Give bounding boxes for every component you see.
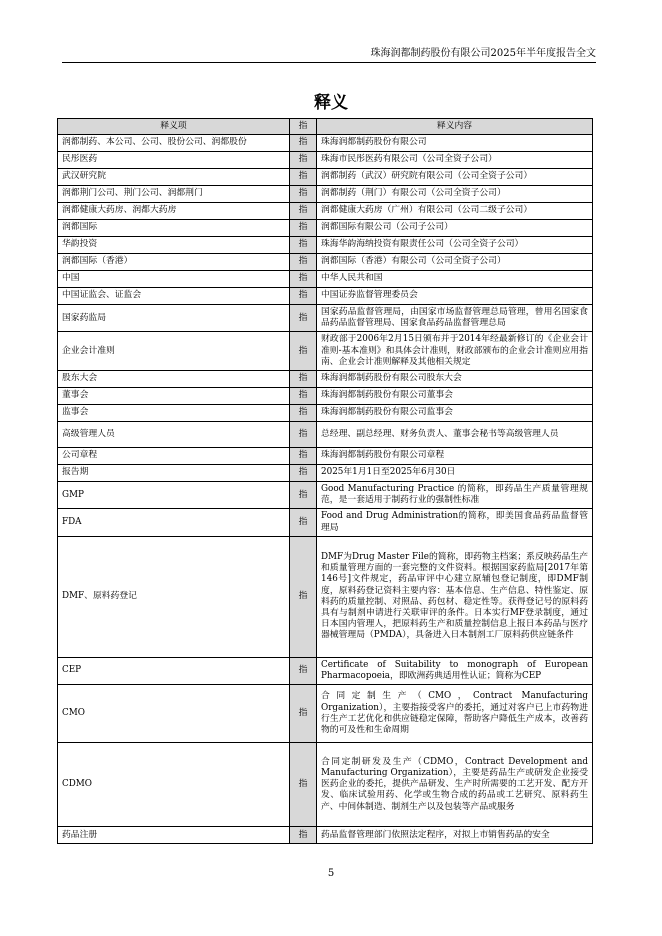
definition-cell: 珠海市民彤医药有限公司（公司全资子公司） bbox=[317, 152, 593, 169]
table-row bbox=[58, 254, 593, 271]
term-cell: 药品注册 bbox=[58, 827, 290, 844]
term-cell: 武汉研究院 bbox=[58, 169, 290, 186]
table-row bbox=[58, 536, 593, 657]
header-divider bbox=[62, 62, 596, 63]
term-cell: 润都国际（香港） bbox=[58, 254, 290, 271]
term-cell: 润都制药、本公司、公司、股份公司、润都股份 bbox=[58, 135, 290, 152]
definition-cell: 财政部于2006年2月15日颁布并于2014年经最新修订的《企业会计准则-基本准则》和具体会计准则，财政部颁布的企业会计准则应用指南、企业会计准则解释及其他相关规定 bbox=[317, 332, 593, 371]
term-cell: 中国 bbox=[58, 271, 290, 288]
term-cell: 民彤医药 bbox=[58, 152, 290, 169]
definition-cell: 总经理、副总经理、财务负责人、董事会秘书等高级管理人员 bbox=[317, 422, 593, 448]
ref-cell: 指 bbox=[290, 422, 317, 448]
definition-cell: 润都制药（武汉）研究院有限公司（公司全资子公司） bbox=[317, 169, 593, 186]
table-row bbox=[58, 220, 593, 237]
ref-cell: 指 bbox=[290, 254, 317, 271]
table-row bbox=[58, 371, 593, 388]
term-cell: GMP bbox=[58, 482, 290, 509]
ref-cell: 指 bbox=[290, 203, 317, 220]
running-header: 珠海润都制药股份有限公司2025年半年度报告全文 bbox=[370, 48, 596, 59]
table-row bbox=[58, 203, 593, 220]
definition-cell: 国家药品监督管理局，由国家市场监督管理总局管理，曾用名国家食品药品监督管理局、国家食品药品监督管理总局 bbox=[317, 305, 593, 332]
term-cell: 监事会 bbox=[58, 405, 290, 422]
definition-cell: 珠海华韵海纳投资有限责任公司（公司全资子公司） bbox=[317, 237, 593, 254]
term-cell: FDA bbox=[58, 509, 290, 536]
ref-cell: 指 bbox=[290, 371, 317, 388]
table-row bbox=[58, 152, 593, 169]
definition-cell: DMF为Drug Master File的简称，即药物主档案；系反映药品生产和质量管理方面的一套完整的文件资料。根据国家药监局[2017年第146号]文件规定，药品审评中心建立原辅包登记制度，即DMF制度，原料药登记资料主要内容：基本信息、生产信息、特性鉴定、原料药的质量控制、对照品、药包材、稳定性等。获得登记号的原料药具有与制剂申请进行关联审评的条件。日本实行MF登录制度，通过日本国内管理人，把原料药生产和质量控制信息上报日本药品与医疗器械管理局（PMDA），具备进入日本制剂工厂原料药供应链条件 bbox=[317, 536, 593, 657]
definition-cell: 润都国际有限公司（公司子公司） bbox=[317, 220, 593, 237]
ref-cell: 指 bbox=[290, 135, 317, 152]
ref-cell: 指 bbox=[290, 388, 317, 405]
table-row bbox=[58, 657, 593, 684]
term-cell: CMO bbox=[58, 685, 290, 743]
definition-cell: 润都制药（荆门）有限公司（公司全资子公司） bbox=[317, 186, 593, 203]
table-row bbox=[58, 448, 593, 465]
column-header-term: 释义项 bbox=[58, 119, 290, 135]
term-cell: CDMO bbox=[58, 743, 290, 827]
term-cell: 国家药监局 bbox=[58, 305, 290, 332]
term-cell: 企业会计准则 bbox=[58, 332, 290, 371]
page-number: 5 bbox=[327, 868, 335, 879]
table-row bbox=[58, 305, 593, 332]
table-row bbox=[58, 388, 593, 405]
term-cell: CEP bbox=[58, 657, 290, 684]
definition-cell: 中国证券监督管理委员会 bbox=[317, 288, 593, 305]
definition-cell: 润都健康大药房（广州）有限公司（公司二级子公司） bbox=[317, 203, 593, 220]
definition-cell: Good Manufacturing Practice 的简称，即药品生产质量管理规范，是一套适用于制药行业的强制性标准 bbox=[317, 482, 593, 509]
table-row bbox=[58, 827, 593, 844]
ref-cell: 指 bbox=[290, 220, 317, 237]
definition-cell: 合同定制生产（CMO，Contract Manufacturing Organization），主要指接受客户的委托，通过对客户已上市药物进行生产工艺优化和供应链稳定保障，帮助客户降低生产成本，改善药物的可及性和生命周期 bbox=[317, 685, 593, 743]
table-row bbox=[58, 186, 593, 203]
table-row bbox=[58, 288, 593, 305]
definition-cell: 珠海润都制药股份有限公司股东大会 bbox=[317, 371, 593, 388]
term-cell: 股东大会 bbox=[58, 371, 290, 388]
ref-cell: 指 bbox=[290, 827, 317, 844]
definition-cell: 珠海润都制药股份有限公司董事会 bbox=[317, 388, 593, 405]
ref-cell: 指 bbox=[290, 288, 317, 305]
definition-cell: 2025年1月1日至2025年6月30日 bbox=[317, 465, 593, 482]
term-cell: 润都荆门公司、荆门公司、润都荆门 bbox=[58, 186, 290, 203]
definition-cell: 中华人民共和国 bbox=[317, 271, 593, 288]
ref-cell: 指 bbox=[290, 465, 317, 482]
column-header-ref: 指 bbox=[290, 119, 317, 135]
definition-cell: 合同定制研发及生产（CDMO，Contract Development and Manufacturing Organization），主要是药品生产或研发企业接受医药企业的委托，提供产品研发、生产时所需要的工艺开发、配方开发、临床试验用药、化学或生物合成的药品或工艺研究、原料药生产、中间体制造、制剂生产以及包装等产品或服务 bbox=[317, 743, 593, 827]
ref-cell: 指 bbox=[290, 685, 317, 743]
term-cell: 华韵投资 bbox=[58, 237, 290, 254]
ref-cell: 指 bbox=[290, 536, 317, 657]
table-row bbox=[58, 482, 593, 509]
table-row bbox=[58, 237, 593, 254]
ref-cell: 指 bbox=[290, 448, 317, 465]
ref-cell: 指 bbox=[290, 657, 317, 684]
ref-cell: 指 bbox=[290, 405, 317, 422]
definition-cell: 珠海润都制药股份有限公司监事会 bbox=[317, 405, 593, 422]
table-row bbox=[58, 135, 593, 152]
table-row bbox=[58, 271, 593, 288]
ref-cell: 指 bbox=[290, 169, 317, 186]
ref-cell: 指 bbox=[290, 186, 317, 203]
table-row bbox=[58, 405, 593, 422]
term-cell: 公司章程 bbox=[58, 448, 290, 465]
term-cell: 董事会 bbox=[58, 388, 290, 405]
definition-cell: 珠海润都制药股份有限公司 bbox=[317, 135, 593, 152]
term-cell: DMF、原料药登记 bbox=[58, 536, 290, 657]
table-row bbox=[58, 465, 593, 482]
ref-cell: 指 bbox=[290, 152, 317, 169]
table-row bbox=[58, 169, 593, 186]
ref-cell: 指 bbox=[290, 237, 317, 254]
term-cell: 报告期 bbox=[58, 465, 290, 482]
table-row bbox=[58, 332, 593, 371]
definition-cell: 药品监督管理部门依照法定程序，对拟上市销售药品的安全 bbox=[317, 827, 593, 844]
ref-cell: 指 bbox=[290, 743, 317, 827]
ref-cell: 指 bbox=[290, 271, 317, 288]
table-header-row bbox=[58, 119, 593, 135]
column-header-definition: 释义内容 bbox=[317, 119, 593, 135]
term-cell: 高级管理人员 bbox=[58, 422, 290, 448]
ref-cell: 指 bbox=[290, 332, 317, 371]
table-row bbox=[58, 422, 593, 448]
ref-cell: 指 bbox=[290, 509, 317, 536]
table-row bbox=[58, 743, 593, 827]
definition-cell: Certificate of Suitability to monograph of European Pharmacopoeia，即欧洲药典适用性认证；简称为CEP bbox=[317, 657, 593, 684]
term-cell: 中国证监会、证监会 bbox=[58, 288, 290, 305]
table-row bbox=[58, 685, 593, 743]
table-row bbox=[58, 509, 593, 536]
definition-cell: 珠海润都制药股份有限公司章程 bbox=[317, 448, 593, 465]
term-cell: 润都国际 bbox=[58, 220, 290, 237]
glossary-table bbox=[57, 118, 593, 844]
term-cell: 润都健康大药房、润都大药房 bbox=[58, 203, 290, 220]
ref-cell: 指 bbox=[290, 305, 317, 332]
ref-cell: 指 bbox=[290, 482, 317, 509]
definition-cell: Food and Drug Administration的简称，即美国食品药品监督管理局 bbox=[317, 509, 593, 536]
definition-cell: 润都国际（香港）有限公司（公司全资子公司） bbox=[317, 254, 593, 271]
page-title: 释义 bbox=[314, 93, 348, 113]
